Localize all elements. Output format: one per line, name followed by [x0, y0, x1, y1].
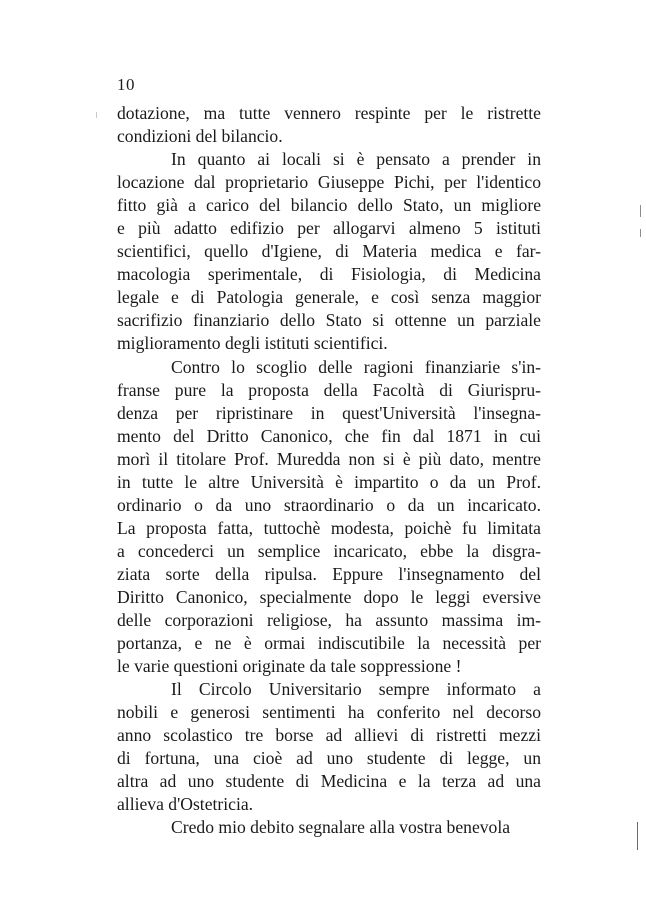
paragraph	[117, 356, 541, 679]
text-line: In quanto ai locali si è pensato a prender in	[171, 149, 541, 170]
text-line: miglioramento degli istituti scientifici.	[117, 333, 388, 354]
text-line: La proposta fatta, tuttochè modesta, poichè fu limitata	[117, 517, 541, 538]
text-line: fitto già a carico del bilancio dello Stato, un migliore	[117, 195, 541, 216]
paragraph	[117, 816, 541, 839]
text-line: Diritto Canonico, specialmente dopo le leggi eversive	[117, 586, 541, 607]
text-line: morì il titolare Prof. Muredda non si è più dato, mentre	[117, 448, 541, 469]
text-line: e più adatto edifizio per allogarvi almeno 5 istituti	[117, 218, 541, 239]
page-number: 10	[117, 75, 135, 94]
text-line: franse pure la proposta della Facoltà di Giurispru-	[117, 379, 541, 400]
text-line: dotazione, ma tutte vennero respinte per le ristrette	[117, 103, 541, 123]
text-line: ziata sorte della ripulsa. Eppure l'insegnamento del	[117, 563, 541, 584]
scan-edge-mark	[640, 229, 641, 237]
scan-edge-mark	[96, 112, 97, 118]
paragraph	[117, 102, 541, 148]
paragraph	[117, 148, 541, 355]
text-line: scientifici, quello d'Igiene, di Materia medica e far-	[117, 241, 541, 262]
text-line: portanza, e ne è ormai indiscutibile la necessità per	[117, 633, 541, 654]
scan-edge-mark	[640, 205, 641, 217]
text-line: anno scolastico tre borse ad allievi di ristretti mezzi	[117, 725, 541, 746]
text-line: ordinario o da uno straordinario o da un incaricato.	[117, 494, 541, 515]
body-text	[117, 102, 541, 840]
text-line: nobili e generosi sentimenti ha conferito nel decorso	[117, 702, 541, 723]
text-line: allieva d'Ostetricia.	[117, 794, 254, 815]
text-line: in tutte le altre Università è impartito o da un Prof.	[117, 471, 541, 492]
text-line: denza per ripristinare in quest'Università l'insegna-	[117, 402, 541, 423]
text-line: macologia sperimentale, di Fisiologia, di Medicina	[117, 264, 541, 285]
text-line: Contro lo scoglio delle ragioni finanziarie s'in-	[171, 356, 541, 377]
text-line: a concederci un semplice incaricato, ebbe la disgra-	[117, 540, 541, 561]
text-line: le varie questioni originate da tale soppressione !	[117, 656, 462, 677]
text-line: delle corporazioni religiose, ha assunto massima im-	[117, 610, 541, 631]
text-line: altra ad uno studente di Medicina e la terza ad una	[117, 771, 541, 792]
paragraph	[117, 678, 541, 816]
text-line: condizioni del bilancio.	[117, 126, 283, 147]
text-line: mento del Dritto Canonico, che fin dal 1871 in cui	[117, 425, 541, 446]
text-line: sacrifizio finanziario dello Stato si ottenne un parziale	[117, 310, 541, 331]
text-line: Credo mio debito segnalare alla vostra benevola	[171, 817, 511, 838]
text-line: legale e di Patologia generale, e così senza maggior	[117, 287, 541, 308]
scan-edge-mark	[637, 822, 638, 850]
text-line: Il Circolo Universitario sempre informato a	[171, 679, 541, 700]
text-line: locazione dal proprietario Giuseppe Pichi, per l'identico	[117, 172, 541, 193]
text-line: di fortuna, una cioè ad uno studente di legge, un	[117, 748, 541, 769]
